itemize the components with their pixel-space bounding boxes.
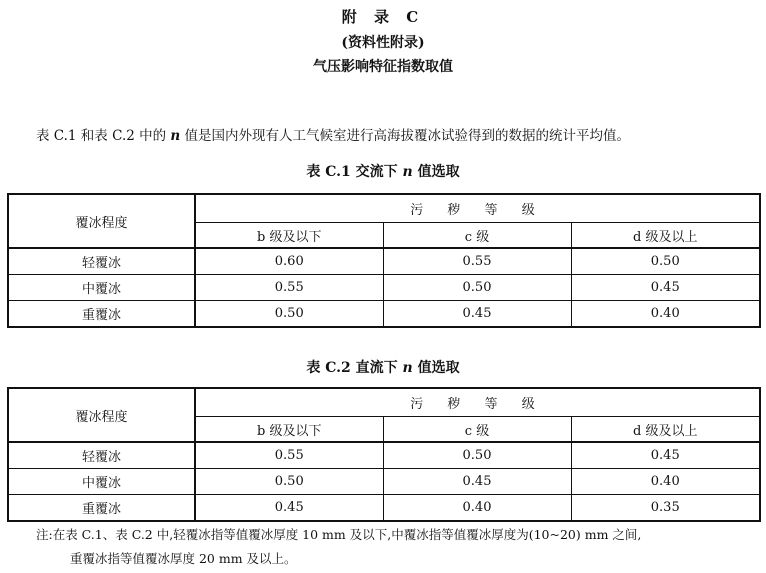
- intro-before: 表 C.1 和表 C.2 中的: [36, 128, 167, 144]
- table1-caption: [0, 161, 766, 181]
- cell-value: 0.35: [571, 495, 760, 522]
- table2-caption-prefix: 表 C.2 直流下: [306, 360, 398, 376]
- cell-value: 0.40: [571, 469, 760, 495]
- table1: [7, 193, 761, 328]
- row-label: 重覆冰: [8, 301, 195, 328]
- cell-value: 0.45: [571, 275, 760, 301]
- row-label: 轻覆冰: [8, 248, 195, 275]
- cell-value: 0.50: [383, 275, 571, 301]
- table2-caption: [0, 357, 766, 377]
- table1-group-header: 污 秽 等 级: [195, 194, 760, 223]
- table2-group-header: 污 秽 等 级: [195, 388, 760, 417]
- table2-caption-suffix: 值选取: [417, 360, 460, 376]
- table1-caption-prefix: 表 C.1 交流下: [306, 164, 398, 180]
- row-label: 重覆冰: [8, 495, 195, 522]
- table2-row-header: 覆冰程度: [8, 388, 195, 442]
- note-line-2: 重覆冰指等值覆冰厚度 20 mm 及以上。: [70, 551, 297, 566]
- cell-value: 0.50: [195, 301, 383, 328]
- table2: [7, 387, 761, 522]
- table-row: [8, 469, 760, 495]
- cell-value: 0.45: [195, 495, 383, 522]
- cell-value: 0.55: [195, 442, 383, 469]
- table1-col-d: d 级及以上: [571, 223, 760, 249]
- appendix-title: 气压影响特征指数取值: [313, 59, 453, 75]
- table1-col-b: b 级及以下: [195, 223, 383, 249]
- table1-caption-suffix: 值选取: [417, 164, 460, 180]
- cell-value: 0.50: [195, 469, 383, 495]
- cell-value: 0.45: [571, 442, 760, 469]
- note-line-1: 注:在表 C.1、表 C.2 中,轻覆冰指等值覆冰厚度 10 mm 及以下,中覆冰指等值覆冰厚度为(10~20) mm 之间,: [36, 527, 642, 542]
- cell-value: 0.40: [571, 301, 760, 328]
- table2-col-b: b 级及以下: [195, 417, 383, 443]
- cell-value: 0.50: [383, 442, 571, 469]
- table-row: [8, 248, 760, 275]
- table-row: [8, 301, 760, 328]
- table2-col-d: d 级及以上: [571, 417, 760, 443]
- row-label: 中覆冰: [8, 469, 195, 495]
- table2-caption-symbol: n: [402, 360, 413, 376]
- table1-caption-symbol: n: [402, 164, 413, 180]
- appendix-heading: 附 录 C: [341, 8, 425, 26]
- cell-value: 0.55: [383, 248, 571, 275]
- table2-col-c: c 级: [383, 417, 571, 443]
- cell-value: 0.40: [383, 495, 571, 522]
- cell-value: 0.50: [571, 248, 760, 275]
- cell-value: 0.60: [195, 248, 383, 275]
- table-row: [8, 495, 760, 522]
- row-label: 轻覆冰: [8, 442, 195, 469]
- cell-value: 0.45: [383, 469, 571, 495]
- intro-after: 值是国内外现有人工气候室进行高海拔覆冰试验得到的数据的统计平均值。: [184, 128, 631, 144]
- table-row: [8, 275, 760, 301]
- table1-row-header: 覆冰程度: [8, 194, 195, 248]
- table1-col-c: c 级: [383, 223, 571, 249]
- intro-paragraph: [36, 124, 630, 144]
- cell-value: 0.55: [195, 275, 383, 301]
- appendix-type: (资料性附录): [341, 35, 425, 51]
- intro-symbol: n: [170, 128, 181, 144]
- table-row: [8, 442, 760, 469]
- cell-value: 0.45: [383, 301, 571, 328]
- row-label: 中覆冰: [8, 275, 195, 301]
